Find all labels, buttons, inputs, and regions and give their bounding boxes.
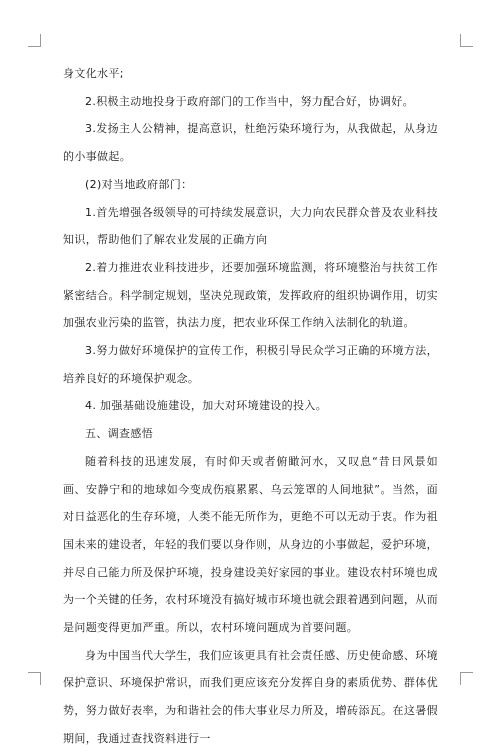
- section-subheading: (2)对当地政府部门：: [85, 177, 193, 191]
- paragraph-item-3: 3.发扬主人公精神，提高意识，杜绝污染环境行为，从我做起，从身边的小事做起。: [63, 122, 438, 164]
- paragraph-reflection-1: 随着科技的迅速发展，有时仰天或者俯瞰河水，又叹息“昔日风景如画、安静宁和的地球如今变成伤痕累累、乌云笼罩的人间地狱”。当然，面对日益恶化的生存环境，人类不能无所作为，更绝不可以无动于衷。作为祖国未来的建设者，年轻的我们要以身作则，从身边的小事做起，爱护环境，并尽自己能力所及保护环境，投身建设美好家园的事业。建设农村环境也成为一个关键的任务，农村环境没有搞好城市环境也就会跟着遇到问题，从而是问题变得更加严重。所以，农村环境问题成为首要问题。: [63, 454, 438, 635]
- paragraph-continuation: 身文化水平;: [63, 67, 124, 80]
- section-heading: 五、调查感悟: [85, 427, 154, 441]
- crop-mark-top-right: [460, 34, 473, 47]
- paragraph-gov-item-3: 3.努力做好环境保护的宣传工作，积极引导民众学习正确的环境方法，培养良好的环境保护观念。: [63, 344, 438, 385]
- paragraph-gov-item-1: 1.首先增强各级领导的可持续发展意识，大力向农民群众普及农业科技知识，帮助他们了解农业发展的正确方向: [63, 205, 438, 247]
- crop-mark-bottom-right: [460, 672, 473, 685]
- crop-mark-bottom-left: [28, 672, 41, 685]
- paragraph-gov-item-2: 2.着力推进农业科技进步，还要加强环境监测，将环境整治与扶贫工作紧密结合。科学制定规划，坚决兑现政策，发挥政府的组织协调作用，切实加强农业污染的监管，执法力度，把农业环保工作纳入法制化的轨道。: [63, 260, 438, 330]
- paragraph-reflection-2: 身为中国当代大学生，我们应该更具有社会责任感、历史使命感、环境保护意识、环境保护常识，而我们更应该充分发挥自身的素质优势、群体优势，努力做好表率，为和谐社会的伟大事业尽力所及，增砖添瓦。在这暑假期间，我通过查找资料进行一: [63, 648, 438, 745]
- paragraph-item-2: 2.积极主动地投身于政府部门的工作当中，努力配合好，协调好。: [85, 94, 414, 108]
- document-body: [63, 60, 438, 753]
- crop-mark-top-left: [28, 34, 41, 47]
- paragraph-gov-item-4: 4. 加强基础设施建设，加大对环境建设的投入。: [85, 399, 328, 413]
